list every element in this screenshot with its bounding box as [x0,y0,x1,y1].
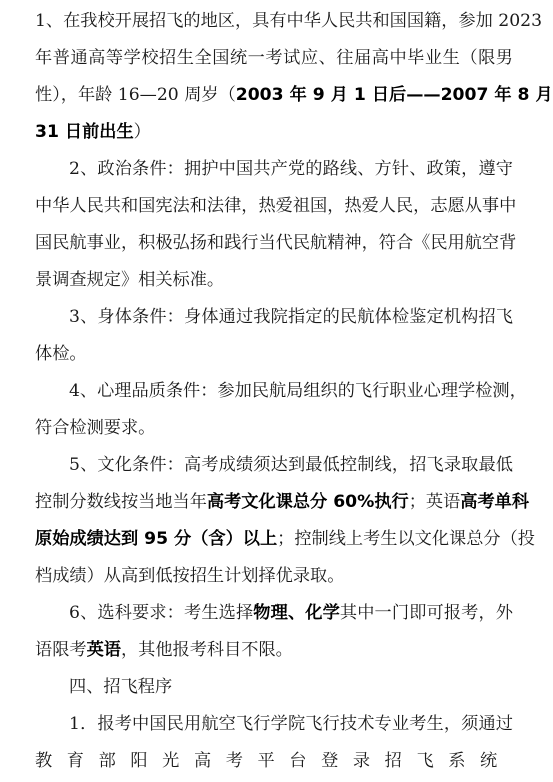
subject-requirement-text-2c: ，其他报考科目不限。 [120,640,293,660]
subject-requirement-text-2a: 语限考 [35,640,87,660]
para-4-line-1 [35,376,527,406]
political-condition-text-3: 国民航事业，积极弘扬和践行当代民航精神，符合《民用航空背 [35,233,517,253]
birth-date-range-end: 31 日前出生 [35,122,134,142]
para-5-line-4 [35,561,513,591]
academic-condition-text-4: 档成绩）从高到低按招生计划择优录取。 [35,566,345,586]
para-6-line-2 [35,635,513,665]
procedure-text-1: 1．报考中国民用航空飞行学院飞行技术专业考生，须通过 [69,714,513,734]
procedure-text-2: 教育部阳光高考平台登录招飞系统 [35,751,512,771]
para-1-line-3 [35,80,553,110]
required-subjects: 物理、化学 [253,603,340,623]
para-6-line-1 [35,598,513,628]
birth-date-range-start: 2003 年 9 月 1 日后——2007 年 8 月 [235,85,553,105]
academic-condition-text-2c: ；英语 [408,492,461,512]
para-5-line-2 [35,487,530,517]
political-condition-text-2: 中华人民共和国宪法和法律，热爱祖国，热爱人民，志愿从事中 [35,196,517,216]
academic-condition-text-1: 5、文化条件：高考成绩须达到最低控制线，招飞录取最低 [69,455,513,475]
subject-requirement-text-1c: 其中一门即可报考，外 [339,603,513,623]
para-7-line-2 [35,746,513,776]
para-1-line-4 [35,117,513,147]
academic-condition-text-3b: ；控制线上考生以文化课总分（投 [277,529,535,549]
para-1-text-2: 年普通高等学校招生全国统一考试应、往届高中毕业生（限男 [35,48,513,68]
english-score-requirement-start: 高考单科 [460,492,530,512]
section-4-heading-text: 四、招飞程序 [69,677,173,697]
para-2-line-1 [35,154,513,184]
english-score-requirement-end: 原始成绩达到 95 分（含）以上 [35,529,278,549]
total-score-requirement: 高考文化课总分 60%执行 [206,492,409,512]
political-condition-text-1: 2、政治条件：拥护中国共产党的路线、方针、政策，遵守 [69,159,513,179]
para-4-line-2 [35,413,513,443]
para-5-line-3 [35,524,535,554]
para-1-line-2 [35,43,513,73]
psychological-condition-text-1: 4、心理品质条件：参加民航局组织的飞行职业心理学检测， [69,381,527,401]
para-1-text-4b: ） [133,122,151,142]
para-3-line-1 [35,302,513,332]
physical-condition-text-2: 体检。 [35,344,87,364]
para-1-line-1 [35,6,543,36]
para-3-line-2 [35,339,513,369]
subject-requirement-text-1a: 6、选科要求：考生选择 [69,603,254,623]
psychological-condition-text-2: 符合检测要求。 [35,418,156,438]
required-language: 英语 [86,640,121,660]
section-4-heading [35,672,513,702]
para-7-line-1 [35,709,513,739]
academic-condition-text-2a: 控制分数线按当地当年 [35,492,207,512]
physical-condition-text-1: 3、身体条件：身体通过我院指定的民航体检鉴定机构招飞 [69,307,513,327]
para-1-text-3a: 性），年龄 16—20 周岁（ [35,85,236,105]
para-2-line-2 [35,191,517,221]
para-1-text-1: 1、在我校开展招飞的地区，具有中华人民共和国国籍，参加 2023 [35,11,543,31]
para-2-line-3 [35,228,517,258]
para-2-line-4 [35,265,513,295]
para-5-line-1 [35,450,513,480]
political-condition-text-4: 景调查规定》相关标准。 [35,270,225,290]
